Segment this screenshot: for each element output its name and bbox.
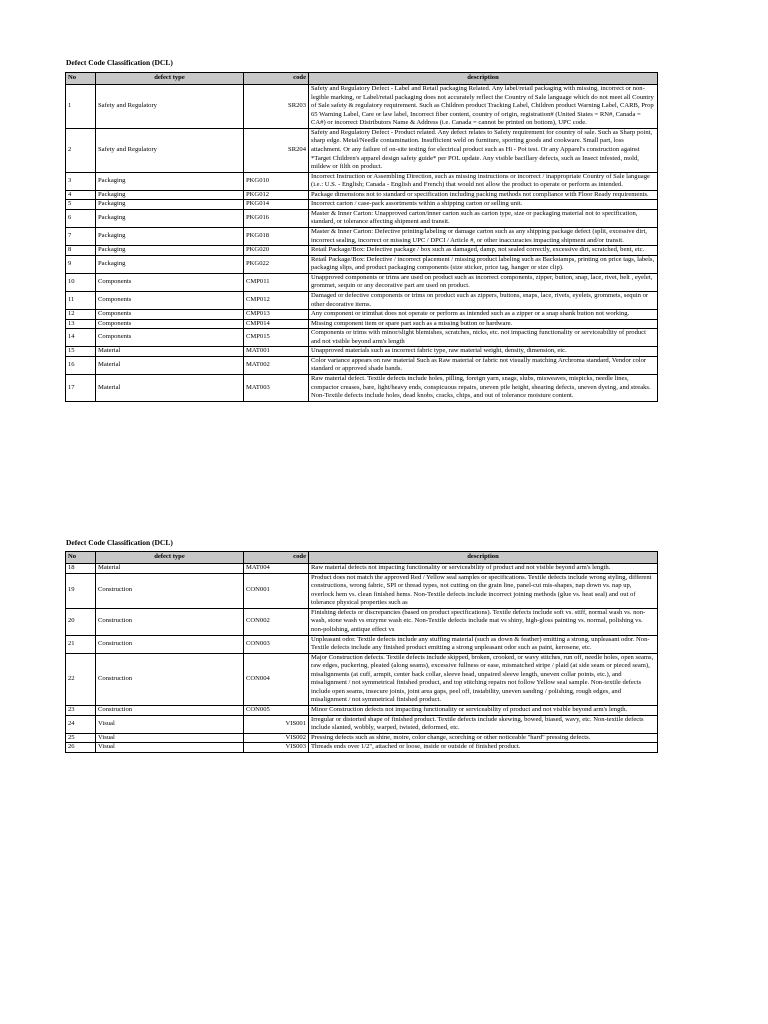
cell-code: CMP015	[244, 329, 309, 347]
cell-no: 7	[66, 228, 96, 246]
cell-defect-type: Material	[96, 375, 244, 402]
cell-no: 9	[66, 255, 96, 273]
cell-code: CMP014	[244, 319, 309, 329]
cell-no: 2	[66, 128, 96, 172]
cell-code: CON001	[244, 573, 309, 608]
cell-description: Pressing defects such as shine, moire, color change, scorching or other noticeable "hard" pressing defects.	[309, 733, 658, 743]
cell-defect-type: Components	[96, 319, 244, 329]
cell-no: 15	[66, 347, 96, 357]
section-2-title: Defect Code Classification (DCL)	[66, 538, 173, 547]
cell-defect-type: Packaging	[96, 200, 244, 210]
table-row	[66, 329, 658, 347]
cell-no: 8	[66, 246, 96, 256]
cell-description: Raw material defect. Textile defects include holes, pilling, foreign yarn, snags, slubs, misweaves, mispicks, needle lines, compactor creases, bare, light/heavy ends, conspicuous repairs, uneven pile height, shearing defects, uneven dyeing, and streaks. Non-Textile defects include holes, dead knobs, cracks, chips, and out of tolerance moisture content.	[309, 375, 658, 402]
cell-defect-type: Construction	[96, 706, 244, 716]
cell-code: VIS001	[244, 715, 309, 733]
cell-description: Threads ends over 1/2", attached or loose, inside or outside of finished product.	[309, 743, 658, 753]
cell-description: Components or trims with minor/slight blemishes, scratches, nicks, etc. not impacting functionality or serviceability of product and not visible beyond arm's length	[309, 329, 658, 347]
cell-no: 13	[66, 319, 96, 329]
cell-code: CON002	[244, 608, 309, 635]
cell-code: CMP011	[244, 273, 309, 291]
cell-code: SR203	[244, 85, 309, 129]
header-no: No	[66, 552, 96, 564]
cell-no: 24	[66, 715, 96, 733]
header-code: code	[244, 73, 309, 85]
cell-defect-type: Construction	[96, 635, 244, 653]
cell-no: 22	[66, 653, 96, 705]
cell-code: PKG020	[244, 246, 309, 256]
table-row	[66, 573, 658, 608]
table-row	[66, 310, 658, 320]
header-description: description	[309, 73, 658, 85]
cell-no: 6	[66, 209, 96, 227]
cell-no: 1	[66, 85, 96, 129]
table-row	[66, 228, 658, 246]
cell-no: 12	[66, 310, 96, 320]
cell-no: 19	[66, 573, 96, 608]
table-row	[66, 356, 658, 374]
cell-defect-type: Construction	[96, 573, 244, 608]
table-row	[66, 653, 658, 705]
cell-defect-type: Material	[96, 564, 244, 574]
table-header-row	[66, 73, 658, 85]
cell-defect-type: Packaging	[96, 228, 244, 246]
table-row	[66, 255, 658, 273]
cell-description: Any component or trimthat does not operate or perform as intended such as a zipper or a snap shank button not working.	[309, 310, 658, 320]
table-row	[66, 172, 658, 190]
table-row	[66, 273, 658, 291]
cell-code: PKG012	[244, 190, 309, 200]
table-row	[66, 743, 658, 753]
table-row	[66, 128, 658, 172]
table-row	[66, 733, 658, 743]
cell-no: 16	[66, 356, 96, 374]
table-row	[66, 715, 658, 733]
cell-defect-type: Packaging	[96, 190, 244, 200]
header-no: No	[66, 73, 96, 85]
cell-description: Major Construction defects. Textile defects include skipped, broken, crooked, or wavy stitches, run off, needle holes, open seams, raw edges, puckering, pleated (along seams), excessive fullness or ease, mismatched stripe / plaid (at side seam or pieced seam), misalignments (at cuff, armpit, center back collar, sleeve head, unpaired sleeve length, uneven collar points, etc.), and misalignment / not symmetrical finished product, and top stitching repairs not follow Yellow seal sample. Non-textile defects include open seams, insecure joints, joint area gaps, peel off, instability, uneven sanding / polishing, rough edges, and misalignment / not symmetrical finished product.	[309, 653, 658, 705]
cell-no: 17	[66, 375, 96, 402]
header-description: description	[309, 552, 658, 564]
cell-defect-type: Components	[96, 310, 244, 320]
cell-defect-type: Safety and Regulatory	[96, 128, 244, 172]
cell-no: 26	[66, 743, 96, 753]
cell-defect-type: Components	[96, 291, 244, 309]
table-row	[66, 608, 658, 635]
cell-no: 14	[66, 329, 96, 347]
cell-no: 25	[66, 733, 96, 743]
cell-description: Package dimensions not to standard or specification including packing methods not compliance with Floor Ready requirements.	[309, 190, 658, 200]
cell-defect-type: Visual	[96, 715, 244, 733]
cell-defect-type: Visual	[96, 743, 244, 753]
cell-defect-type: Components	[96, 329, 244, 347]
cell-code: PKG018	[244, 228, 309, 246]
cell-code: CON004	[244, 653, 309, 705]
table-row	[66, 246, 658, 256]
table-row	[66, 635, 658, 653]
cell-code: PKG010	[244, 172, 309, 190]
cell-no: 5	[66, 200, 96, 210]
cell-code: CMP013	[244, 310, 309, 320]
cell-code: VIS003	[244, 743, 309, 753]
section-1-title: Defect Code Classification (DCL)	[66, 58, 173, 67]
cell-no: 4	[66, 190, 96, 200]
cell-description: Color variance appears on raw material Such as Raw material or fabric not visually matching Archroma standard, Vendor color standard or approved shade bands.	[309, 356, 658, 374]
cell-description: Raw material defects not impacting functionality or serviceability of product and not visible beyond arm's length.	[309, 564, 658, 574]
defect-code-table-2	[65, 551, 658, 753]
cell-code: SR204	[244, 128, 309, 172]
cell-description: Retail Package/Box: Defective / incorrect placement / missing product labeling such as Backstamps, printing on price tags, labels, packaging slips, and product packaging components (size sticker, price tag, hanger or size clip).	[309, 255, 658, 273]
header-defect-type: defect type	[96, 73, 244, 85]
cell-defect-type: Safety and Regulatory	[96, 85, 244, 129]
cell-code: MAT003	[244, 375, 309, 402]
table-row	[66, 375, 658, 402]
cell-defect-type: Material	[96, 347, 244, 357]
cell-defect-type: Visual	[96, 733, 244, 743]
cell-description: Unapproved components or trims are used on product such as incorrect components, zipper, button, snap, lace, rivet, belt , eyelet, grommet, sequin or any decorative part are used on product.	[309, 273, 658, 291]
cell-description: Finishing defects or discrepancies (based on product specifications). Textile defects include soft vs. stiff, normal wash vs. non-wash, stone wash vs enzyme wash etc. Non-Textile defects include mat vs shiny, high-gloss painting vs. normal, polishing vs. non-polishing, antique effect vs	[309, 608, 658, 635]
cell-defect-type: Material	[96, 356, 244, 374]
cell-defect-type: Packaging	[96, 172, 244, 190]
cell-no: 11	[66, 291, 96, 309]
cell-defect-type: Construction	[96, 653, 244, 705]
cell-description: Unapproved materials such as incorrect fabric type, raw material weight, density, dimension, etc.	[309, 347, 658, 357]
cell-no: 20	[66, 608, 96, 635]
defect-code-table-1	[65, 72, 658, 402]
cell-description: Safety and Regulatory Defect - Product related. Any defect relates to Safety requirement for country of sale. Such as Sharp point, sharp edge. Metal/Needle contamination. Insufficient weld on furniture, sporting goods and cookware. Small part, loss attachment. Or any failure of on-site testing for electrical product such as Hi - Pot test. Or any Apparel's construction against *Target Children's apparel design safety guide* per POL update. Any visible bacillary defects, such as Insect infested, mold, mildew or filth on product.	[309, 128, 658, 172]
header-code: code	[244, 552, 309, 564]
table-row	[66, 319, 658, 329]
cell-no: 10	[66, 273, 96, 291]
cell-code: MAT004	[244, 564, 309, 574]
cell-description: Incorrect carton / case-pack assortments within a shipping carton or selling unit.	[309, 200, 658, 210]
cell-description: Irregular or distorted shape of finished product. Textile defects include skewing, bowed, biased, wavy, etc. Non-textile defects include slanted, wobbly, warped, twisted, deformed, etc.	[309, 715, 658, 733]
table-row	[66, 564, 658, 574]
cell-no: 18	[66, 564, 96, 574]
cell-no: 3	[66, 172, 96, 190]
cell-description: Safety and Regulatory Defect - Label and Retail packaging Related. Any label/retail packaging with missing, incorrect or non-legible marking, or Label/retail packaging does not accurately reflect the Country of Sale language which do not meet all Country of Sale safety & regulatory requirement. Such as Children product Tracking Label, Children product Warning Label, CARB, Prop 65 Warning Label, Care or law label, Incorrect fiber content, country of origin, registration# (United States = RN#, Canada = CA#) or incorrect Distributors Name & Address (i.e. Canada = cannot be printed on bottom), UPC code.	[309, 85, 658, 129]
cell-defect-type: Packaging	[96, 246, 244, 256]
cell-description: Damaged or defective components or trims on product such as zippers, buttons, snaps, lace, rivets, eyelets, grommets, sequin or other decorative items.	[309, 291, 658, 309]
cell-description: Incorrect Instruction or Assembling Direction, such as missing instructions or incorrect / inappropriate Country of Sale language (i.e.: U.S. - English; Canada - English and French) that would not allow the product to operate or perform as intended.	[309, 172, 658, 190]
table-row	[66, 291, 658, 309]
cell-description: Minor Construction defects not impacting functionality or serviceability of product and not visible beyond arm's length.	[309, 706, 658, 716]
table-row	[66, 706, 658, 716]
table-row	[66, 347, 658, 357]
cell-defect-type: Components	[96, 273, 244, 291]
cell-description: Master & Inner Carton: Unapproved carton/inner carton such as carton type, size or packaging material not to specification, standard, or tolerance affecting shipment and transit.	[309, 209, 658, 227]
cell-description: Missing component item or spare part such as a missing button or hardware.	[309, 319, 658, 329]
cell-defect-type: Construction	[96, 608, 244, 635]
cell-code: MAT002	[244, 356, 309, 374]
cell-description: Retail Package/Box: Defective package / box such as damaged, damp, not sealed correctly, excessive dirt, scratched, bent, etc.	[309, 246, 658, 256]
cell-code: MAT001	[244, 347, 309, 357]
table-row	[66, 200, 658, 210]
cell-code: PKG022	[244, 255, 309, 273]
cell-description: Product does not match the approved Red / Yellow seal samples or specifications. Textile defects include wrong styling, different constructions, wrong fabric, SPI or thread types, not cutting on the grain line, panel-cut mis-shapes, nap down vs. nap up, overlock hem vs. clean finished hems. Non-Textile defects include incorrect joining methods (glue vs. heat seal) and out of tolerance physical properties such as	[309, 573, 658, 608]
table-header-row	[66, 552, 658, 564]
cell-defect-type: Packaging	[96, 209, 244, 227]
table-row	[66, 209, 658, 227]
cell-code: PKG014	[244, 200, 309, 210]
cell-description: Master & Inner Carton: Defective printing/labeling or damage carton such as any shipping package defect (split, excessive dirt, incorrect sealing, incorrect or missing UPC / DPCI / Article #, or other inaccuracies impacting shipment and/or transit.	[309, 228, 658, 246]
cell-no: 23	[66, 706, 96, 716]
cell-code: CON005	[244, 706, 309, 716]
table-row	[66, 85, 658, 129]
cell-code: PKG016	[244, 209, 309, 227]
cell-code: CMP012	[244, 291, 309, 309]
cell-defect-type: Packaging	[96, 255, 244, 273]
header-defect-type: defect type	[96, 552, 244, 564]
cell-no: 21	[66, 635, 96, 653]
cell-description: Unpleasant odor. Textile defects include any stuffing material (such as down & feather) emitting a strong, unpleasant odor. Non-Textile defects include any finished product emitting a strong unpleasant odor such as paint, kerosene, etc.	[309, 635, 658, 653]
cell-code: CON003	[244, 635, 309, 653]
table-row	[66, 190, 658, 200]
cell-code: VIS002	[244, 733, 309, 743]
